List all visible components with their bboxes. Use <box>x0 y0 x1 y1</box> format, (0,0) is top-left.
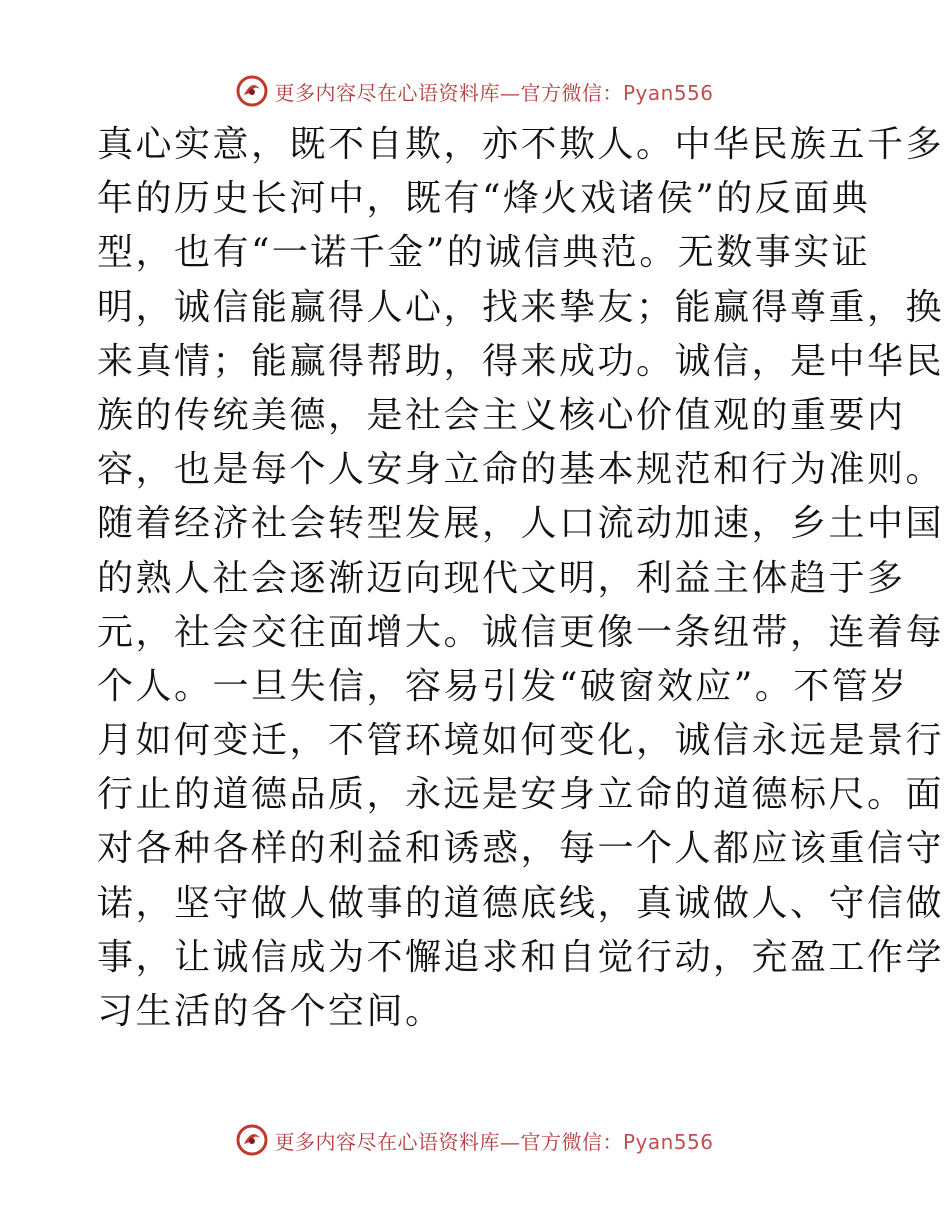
text-line: 月如何变迁，不管环境如何变化，诚信永远是景行 <box>97 720 945 762</box>
header-banner <box>0 71 950 111</box>
footer-banner <box>0 1120 950 1160</box>
text-line: 真心实意，既不自欺，亦不欺人。中华民族五千多 <box>97 124 945 165</box>
swirl-logo-icon <box>236 1124 268 1156</box>
banner-message: 更多内容尽在心语资料库—官方微信： <box>274 1129 623 1154</box>
text-line: 事，让诚信成为不懈追求和自觉行动，充盈工作学 <box>97 936 945 978</box>
text-line: 元，社会交往面增大。诚信更像一条纽带，连着每 <box>97 611 945 653</box>
text-line: 族的传统美德，是社会主义核心价值观的重要内 <box>97 394 906 436</box>
article-body <box>97 118 945 1039</box>
text-line: 行止的道德品质，永远是安身立命的道德标尺。面 <box>97 774 945 816</box>
banner-text <box>274 77 713 106</box>
banner-message: 更多内容尽在心语资料库—官方微信： <box>274 80 623 105</box>
text-line: 年的历史长河中，既有“烽火戏诸侯”的反面典 <box>97 178 871 220</box>
wechat-id: Pyan556 <box>622 80 714 105</box>
text-line: 对各种各样的利益和诱惑，每一个人都应该重信守 <box>97 828 945 870</box>
text-line: 容，也是每个人安身立命的基本规范和行为准则。 <box>97 449 945 491</box>
text-line: 的熟人社会逐渐迈向现代文明，利益主体趋于多 <box>97 557 906 599</box>
text-line: 随着经济社会转型发展，人口流动加速，乡土中国 <box>97 503 945 545</box>
text-line: 来真情；能赢得帮助，得来成功。诚信，是中华民 <box>97 340 945 382</box>
text-line: 型，也有“一诺千金”的诚信典范。无数事实证 <box>97 232 871 274</box>
text-line: 明，诚信能赢得人心，找来挚友；能赢得尊重，换 <box>97 286 945 328</box>
text-line: 习生活的各个空间。 <box>97 991 444 1032</box>
banner-text <box>274 1126 713 1155</box>
swirl-logo-icon <box>236 75 268 107</box>
wechat-id: Pyan556 <box>622 1129 714 1154</box>
text-line: 诺，坚守做人做事的道德底线，真诚做人、守信做 <box>97 882 945 924</box>
text-line: 个人。一旦失信，容易引发“破窗效应”。不管岁 <box>97 665 909 707</box>
